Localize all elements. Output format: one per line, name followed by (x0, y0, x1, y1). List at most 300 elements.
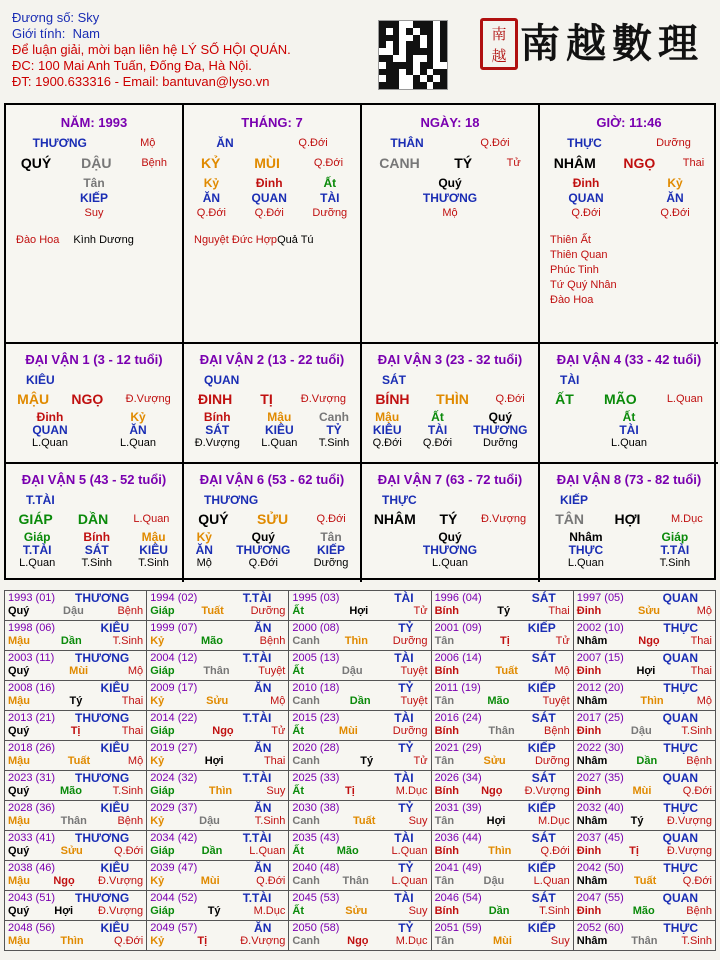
year-star: QUAN (662, 771, 698, 785)
year-cell[interactable] (431, 711, 573, 741)
year-can: Kỷ (150, 635, 165, 647)
pillar-chi-status: Tử (506, 157, 521, 169)
dai-van-star: KIÊU (26, 373, 55, 387)
year-cell[interactable] (147, 801, 289, 831)
year-cell-top (435, 802, 570, 815)
year-cell[interactable] (431, 741, 573, 771)
year-cell-top (8, 682, 143, 695)
year-star: KIẾP (527, 921, 556, 935)
year-cell[interactable] (289, 621, 431, 651)
year-cell[interactable] (573, 771, 715, 801)
hidden-stem-status: L.Quan (31, 437, 69, 449)
year-chi: Thìn (640, 695, 664, 707)
year-can: Giáp (150, 665, 175, 677)
hidden-stem-status: L.Quan (431, 557, 469, 569)
year-cell-top (292, 892, 427, 905)
year-cell[interactable] (289, 591, 431, 621)
year-status: Tuyệt (400, 695, 428, 707)
year-cell-top (435, 892, 570, 905)
pillar-can-star: ĂN (216, 136, 234, 150)
hidden-stem (312, 176, 347, 221)
year-status: Bệnh (259, 635, 286, 647)
hidden-stem (236, 531, 290, 570)
hidden-stem-name: Bính (203, 410, 231, 424)
year-cell-top (150, 772, 285, 785)
year-cell-bottom (8, 725, 143, 738)
year-can: Ất (292, 725, 304, 737)
year-cell[interactable] (431, 831, 573, 861)
year-can: Nhâm (576, 755, 608, 767)
hidden-stem-name: Đinh (255, 176, 283, 190)
dai-van-title: ĐẠI VẬN 6 (53 - 62 tuổi) (199, 472, 345, 487)
hidden-stem (423, 176, 477, 221)
year-cell-bottom (435, 635, 570, 648)
hidden-stem-star: ĂN (129, 423, 147, 437)
year-cell[interactable] (147, 621, 289, 651)
year-cell[interactable] (289, 651, 431, 681)
hidden-stem-status: Q.Đới (571, 207, 601, 219)
dai-van-status: L.Quan (666, 393, 703, 405)
hidden-stem-star: QUAN (32, 423, 68, 437)
year-table (4, 590, 716, 951)
year-label: 2045 (53) (292, 892, 340, 904)
year-can: Canh (292, 635, 320, 647)
year-star: ĂN (254, 621, 272, 635)
year-cell[interactable] (147, 921, 289, 951)
year-cell[interactable] (431, 621, 573, 651)
year-can: Mậu (8, 635, 30, 647)
year-cell-bottom (292, 875, 427, 888)
year-cell[interactable] (573, 651, 715, 681)
year-cell[interactable] (289, 741, 431, 771)
hidden-stem-status: L.Quan (261, 437, 298, 449)
year-status: Bệnh (544, 725, 570, 737)
hidden-stem-status: T.Sinh (138, 557, 169, 569)
year-label: 1995 (03) (292, 592, 340, 604)
year-status: Đ.Vượng (666, 845, 712, 857)
year-cell-top (292, 742, 427, 755)
hidden-stem-status: T.Sinh (81, 557, 113, 569)
dai-van-status: Q.Đới (495, 393, 525, 405)
year-can: Đinh (576, 725, 602, 737)
pillar-0 (6, 105, 184, 342)
year-star: ĂN (254, 861, 272, 875)
dai-van-hidden-row (362, 531, 538, 570)
hidden-stem-star: ĂN (202, 191, 221, 205)
year-cell-top (577, 802, 712, 815)
pillar-can-status: Dưỡng (656, 137, 691, 149)
year-cell-top (292, 862, 427, 875)
year-status: Tử (271, 725, 286, 737)
year-cell-top (577, 652, 712, 665)
year-cell-top (435, 832, 570, 845)
dai-van-chi: HỢI (614, 511, 641, 527)
year-chi: Dậu (630, 725, 652, 737)
year-cell[interactable] (573, 861, 715, 891)
year-cell[interactable] (5, 681, 147, 711)
year-status: Tuyệt (400, 665, 428, 677)
year-star: THỰC (663, 861, 698, 875)
year-cell[interactable] (573, 741, 715, 771)
year-status: Đ.Vượng (98, 905, 144, 917)
dai-van-can: TÂN (555, 511, 585, 527)
year-star: T.TÀI (242, 831, 272, 845)
year-cell[interactable] (289, 861, 431, 891)
hidden-stem (319, 411, 350, 450)
year-cell-top (8, 592, 143, 605)
year-label: 2022 (30) (576, 742, 624, 754)
year-cell-top (292, 922, 427, 935)
pillar-3 (540, 105, 718, 342)
dai-van-title: ĐẠI VẬN 2 (13 - 22 tuổi) (199, 352, 345, 367)
year-star: KIẾP (527, 681, 556, 695)
year-label: 2013 (21) (8, 712, 56, 724)
year-cell[interactable] (289, 771, 431, 801)
year-cell[interactable] (147, 651, 289, 681)
hidden-stem-status: L.Quan (119, 437, 157, 449)
year-cell[interactable] (147, 891, 289, 921)
dai-van-star: KIẾP (560, 493, 589, 507)
year-star: QUAN (662, 591, 698, 605)
year-cell-top (8, 922, 143, 935)
year-status: L.Quan (391, 845, 428, 857)
hidden-stem-name: Kỷ (130, 410, 146, 424)
year-chi: Sửu (483, 755, 506, 767)
year-cell-top (150, 622, 285, 635)
year-cell-top (435, 592, 570, 605)
year-can: Bính (434, 785, 460, 797)
year-row (5, 591, 716, 621)
year-can: Quý (8, 665, 30, 677)
year-status: M.Dục (253, 905, 286, 917)
hidden-stem-name: Tân (83, 176, 105, 190)
pillar-main-row (540, 156, 718, 171)
year-status: M.Dục (395, 935, 428, 947)
year-cell-top (150, 712, 285, 725)
dai-van-chi: TỊ (260, 391, 273, 407)
year-row (5, 741, 716, 771)
year-cell[interactable] (289, 681, 431, 711)
dai-van-star: QUAN (204, 373, 240, 387)
year-cell-top (577, 712, 712, 725)
year-cell-top (292, 652, 427, 665)
year-chi: Thân (203, 665, 230, 677)
year-cell[interactable] (289, 831, 431, 861)
year-can: Nhâm (576, 815, 608, 827)
year-can: Quý (8, 725, 30, 737)
year-chi: Tị (197, 935, 208, 947)
pillar-title: GIỜ: 11:46 (596, 115, 662, 130)
year-can: Ất (292, 845, 304, 857)
year-star: TÀI (394, 831, 414, 845)
year-row (5, 651, 716, 681)
shen-sha-star: Quả Tú (277, 234, 314, 246)
year-chi: Tý (207, 905, 221, 917)
year-cell[interactable] (573, 891, 715, 921)
year-status: Mộ (696, 695, 712, 707)
gender-label: Giới tính: (12, 26, 66, 41)
year-cell[interactable] (431, 861, 573, 891)
year-cell-bottom (292, 725, 427, 738)
year-cell[interactable] (5, 831, 147, 861)
year-star: THỰC (663, 801, 698, 815)
year-cell[interactable] (147, 741, 289, 771)
year-can: Tân (434, 635, 455, 647)
dai-van-can: MẬU (17, 391, 50, 407)
year-row (5, 801, 716, 831)
pillar-stars (6, 233, 182, 248)
year-label: 2023 (31) (8, 772, 56, 784)
dai-van-status: M.Dục (670, 513, 703, 525)
year-can: Ất (292, 605, 304, 617)
year-status: Dưỡng (250, 605, 286, 617)
year-can: Canh (292, 935, 320, 947)
year-cell-bottom (150, 695, 285, 708)
year-status: Thai (690, 635, 712, 647)
year-label: 2039 (47) (150, 862, 198, 874)
year-chi: Sửu (206, 695, 229, 707)
year-cell-top (577, 892, 712, 905)
year-status: Bệnh (686, 905, 712, 917)
year-cell[interactable] (573, 801, 715, 831)
year-cell[interactable] (573, 711, 715, 741)
year-cell-bottom (8, 695, 143, 708)
year-cell[interactable] (431, 591, 573, 621)
dai-van-main-row (6, 392, 182, 407)
year-status: Dưỡng (534, 755, 570, 767)
year-cell[interactable] (431, 891, 573, 921)
year-cell-bottom (150, 935, 285, 948)
year-chi: Tuất (67, 755, 91, 767)
year-label: 2049 (57) (150, 922, 198, 934)
year-label: 2044 (52) (150, 892, 198, 904)
year-label: 2041 (49) (434, 862, 482, 874)
year-can: Giáp (150, 605, 175, 617)
year-cell[interactable] (5, 921, 147, 951)
year-can: Đinh (576, 785, 602, 797)
year-can: Bính (434, 905, 460, 917)
dai-van-main-row (184, 392, 360, 407)
hidden-stem-star: KIÊU (139, 543, 168, 557)
year-cell[interactable] (5, 711, 147, 741)
year-cell[interactable] (289, 801, 431, 831)
year-star: TÀI (394, 651, 414, 665)
year-cell-top (8, 862, 143, 875)
year-cell-top (8, 652, 143, 665)
year-cell-bottom (577, 695, 712, 708)
pillar-chi-status: Thai (682, 157, 705, 169)
year-cell-bottom (8, 635, 143, 648)
hidden-stem-status: L.Quan (610, 437, 648, 449)
dai-van-4 (540, 342, 718, 462)
pillar-main-row (362, 156, 538, 171)
year-cell-bottom (150, 635, 285, 648)
hidden-stem (80, 176, 108, 221)
year-cell[interactable] (147, 831, 289, 861)
dai-van-8 (540, 462, 718, 582)
year-cell[interactable] (431, 681, 573, 711)
dai-van-chi: DẦN (77, 511, 109, 527)
year-cell[interactable] (5, 801, 147, 831)
year-cell[interactable] (573, 591, 715, 621)
year-can: Nhâm (576, 875, 608, 887)
hidden-stem-status: L.Quan (567, 557, 604, 569)
hidden-stem (373, 411, 402, 450)
year-can: Kỷ (150, 695, 165, 707)
year-chi: Hợi (54, 905, 74, 917)
year-chi: Mão (336, 845, 359, 857)
hidden-stem (423, 411, 452, 450)
hidden-stem (32, 411, 68, 450)
year-cell-top (435, 652, 570, 665)
year-status: Mộ (127, 665, 144, 677)
year-chi: Mùi (69, 665, 89, 677)
year-star: ĂN (254, 801, 272, 815)
year-chi: Mão (632, 905, 655, 917)
year-label: 2010 (18) (292, 682, 340, 694)
dai-van-hidden-row (6, 531, 182, 570)
year-status: T.Sinh (681, 725, 712, 737)
year-cell-bottom (8, 875, 143, 888)
year-cell[interactable] (147, 681, 289, 711)
year-star: THƯƠNG (75, 711, 130, 725)
year-cell-bottom (150, 725, 285, 738)
dai-van-can: NHÂM (373, 511, 416, 527)
year-cell[interactable] (431, 651, 573, 681)
year-cell[interactable] (289, 711, 431, 741)
hidden-stem (660, 531, 691, 570)
year-cell[interactable] (5, 591, 147, 621)
year-label: 2005 (13) (292, 652, 340, 664)
hidden-stem-star: THƯƠNG (473, 423, 528, 437)
year-cell-top (150, 742, 285, 755)
year-chi: Thân (631, 935, 658, 947)
year-star: THƯƠNG (75, 651, 130, 665)
year-cell[interactable] (5, 621, 147, 651)
dai-van-title: ĐẠI VẬN 4 (33 - 42 tuổi) (556, 352, 702, 367)
year-cell[interactable] (5, 861, 147, 891)
year-label: 1997 (05) (576, 592, 624, 604)
year-label: 2021 (29) (434, 742, 482, 754)
hidden-stem (473, 411, 527, 450)
year-label: 2011 (19) (434, 682, 481, 694)
year-cell[interactable] (573, 831, 715, 861)
year-status: Thai (690, 665, 712, 677)
year-label: 2017 (25) (576, 712, 624, 724)
hidden-stem-name: Kỷ (196, 530, 212, 544)
year-cell-bottom (292, 935, 427, 948)
hidden-stem-star: TÀI (427, 423, 448, 437)
year-cell[interactable] (5, 771, 147, 801)
pillar-hidden-row (540, 176, 718, 221)
dai-van-title: ĐẠI VẬN 5 (43 - 52 tuổi) (21, 472, 167, 487)
hidden-stem-name: Tân (320, 530, 342, 544)
year-cell[interactable] (573, 921, 715, 951)
pillar-title: NĂM: 1993 (60, 115, 128, 130)
dai-van-star: THƯƠNG (204, 493, 259, 507)
year-star: TỶ (398, 741, 414, 755)
hidden-stem-name: Đinh (572, 176, 600, 190)
year-cell[interactable] (573, 621, 715, 651)
dai-van-title: ĐẠI VẬN 1 (3 - 12 tuổi) (25, 352, 163, 367)
year-cell-top (292, 622, 427, 635)
year-label: 2036 (44) (434, 832, 482, 844)
owner-name: Đương số: Sky (12, 10, 100, 25)
year-cell-bottom (8, 935, 143, 948)
year-label: 2046 (54) (434, 892, 482, 904)
year-status: Q.Đới (682, 875, 712, 887)
year-label: 2043 (51) (8, 892, 56, 904)
dai-van-chi: MÃO (603, 391, 637, 407)
dai-van-can: ĐINH (198, 391, 233, 407)
year-can: Canh (292, 875, 320, 887)
year-chi: Thìn (344, 635, 368, 647)
year-cell[interactable] (573, 681, 715, 711)
year-cell[interactable] (431, 801, 573, 831)
pillar-can-status: Q.Đới (298, 137, 328, 149)
year-cell[interactable] (431, 921, 573, 951)
pillar-hidden-row (362, 176, 538, 221)
qr-code-icon[interactable] (378, 20, 448, 90)
year-cell-top (8, 802, 143, 815)
year-cell[interactable] (147, 861, 289, 891)
year-can: Mậu (8, 815, 30, 827)
hidden-stem-star: SÁT (205, 423, 230, 437)
year-cell[interactable] (431, 771, 573, 801)
phone-email-line[interactable]: ĐT: 1900.633316 - Email: bantuvan@lyso.vn (12, 74, 270, 89)
year-cell[interactable] (289, 921, 431, 951)
year-can: Đinh (576, 605, 602, 617)
hidden-stem (197, 176, 226, 221)
hidden-stem-status: Dưỡng (313, 557, 349, 569)
dai-van-2 (184, 342, 362, 462)
year-chi: Mùi (632, 785, 652, 797)
shen-sha-star: Đào Hoa (550, 294, 594, 306)
hidden-stem (19, 531, 55, 570)
year-cell[interactable] (5, 741, 147, 771)
dai-van-6 (184, 462, 362, 582)
year-chi: Thân (488, 725, 515, 737)
year-cell-top (577, 862, 712, 875)
year-star: SÁT (531, 591, 556, 605)
year-label: 2018 (26) (8, 742, 56, 754)
dai-van-title: ĐẠI VẬN 7 (63 - 72 tuổi) (377, 472, 523, 487)
hidden-stem-star: ĂN (666, 191, 684, 205)
year-cell[interactable] (147, 591, 289, 621)
year-cell-bottom (292, 605, 427, 618)
year-cell-bottom (577, 785, 712, 798)
year-cell[interactable] (147, 771, 289, 801)
year-status: Thai (121, 725, 144, 737)
year-cell[interactable] (5, 891, 147, 921)
year-cell[interactable] (289, 891, 431, 921)
year-star: TỶ (398, 801, 414, 815)
year-star: KIÊU (100, 741, 130, 755)
year-chi: Mão (487, 695, 510, 707)
year-row (5, 891, 716, 921)
year-can: Quý (8, 845, 30, 857)
year-can: Mậu (8, 875, 30, 887)
year-status: Bệnh (117, 605, 144, 617)
pillar-hidden-row (184, 176, 360, 221)
year-can: Mậu (8, 935, 30, 947)
year-cell-bottom (8, 905, 143, 918)
year-label: 2016 (24) (434, 712, 482, 724)
year-chi: Dần (60, 635, 82, 647)
hidden-stem-name: Giáp (23, 530, 51, 544)
year-cell[interactable] (147, 711, 289, 741)
year-cell[interactable] (5, 651, 147, 681)
